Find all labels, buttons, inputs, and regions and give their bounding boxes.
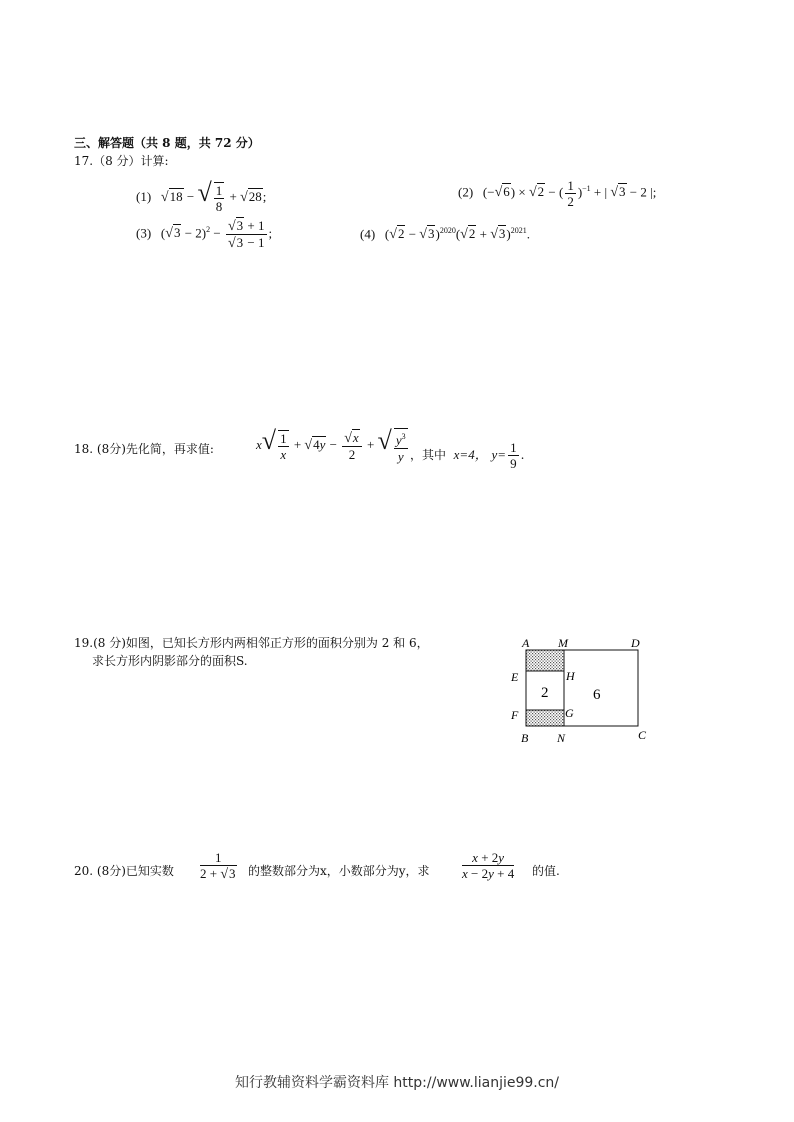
q17-header: 17.（8 分）计算: — [74, 154, 169, 168]
label-D: D — [631, 636, 640, 650]
q17-part1: (1) √18 − √ $\frac{1}{8}$ + √28; — [136, 178, 267, 215]
label-M: M — [558, 636, 568, 650]
q18-y-num: 1 — [510, 440, 517, 455]
q17-part3-label: (3) — [136, 225, 152, 241]
q18-y-prefix: y= — [491, 447, 507, 462]
q19-line2: 求长方形内阴影部分的面积S. — [92, 654, 248, 668]
section-title: 三、解答题（共 8 题，共 72 分） — [74, 136, 260, 150]
shaded-bottom — [526, 710, 564, 726]
q19-figure — [505, 632, 665, 750]
q17-exp1: 2020 — [439, 226, 456, 235]
q20-middle: 的整数部分为x，小数部分为y，求 — [248, 864, 430, 878]
area-large-label: 6 — [593, 687, 601, 703]
q18-expression: x√ $\frac{1}{x}$ + √4y − $\frac{√x}{2}$ + √ $\frac{y^3}{y}$ — [256, 426, 406, 464]
q17-part2: (2) (−√6) × √2 − ( $\frac{1}{2}$ )$^{-1}$ + | √3 − 2 |; — [458, 178, 657, 209]
q19-line1: 19.(8 分)如图，已知长方形内两相邻正方形的面积分别为 2 和 6， — [74, 636, 429, 650]
q17-part3-tail: ; — [268, 225, 273, 241]
q17-part1-label: (1) — [136, 189, 152, 204]
label-A: A — [522, 636, 530, 650]
q20-expression: $\frac{x + 2y}{x - 2y + 4}$ — [462, 850, 515, 881]
q17-part2-label: (2) — [458, 184, 474, 200]
label-E: E — [511, 670, 519, 684]
q17-part4-tail: . — [526, 226, 530, 242]
q17-part1-tail: ; — [262, 189, 267, 204]
q20-suffix: 的值. — [532, 864, 560, 878]
footer-watermark: 知行教辅资料学霸资料库 http://www.lianjie99.cn/ — [234, 1075, 560, 1091]
label-G: G — [565, 706, 574, 720]
shaded-top — [526, 650, 564, 671]
label-H: H — [566, 669, 575, 683]
q18-x-value: x=4， — [453, 447, 488, 462]
q17-exp2: 2021 — [510, 226, 527, 235]
q18-cond-prefix: ，其中 — [410, 448, 447, 462]
q18-y-den: 9 — [510, 456, 517, 471]
label-B: B — [521, 731, 529, 745]
q17-part2-tail: ; — [652, 184, 657, 200]
label-F: F — [511, 708, 519, 722]
q18-tail: . — [520, 448, 525, 462]
q17-part4-label: (4) — [360, 226, 376, 242]
q17-part4: (4) $(√2 - √3)^{2020}(√2 + √3)^{2021}$. — [360, 226, 530, 243]
q17-part3: (3) $(√3 - 2)^2$ − $\frac{√3 + 1}{√3 - 1}$ ; — [136, 218, 273, 251]
area-small-label: 2 — [541, 685, 549, 701]
q20-prefix: 20. (8分)已知实数 — [74, 864, 174, 878]
q18-condition — [410, 440, 524, 471]
q18-header: 18. (8分)先化简，再求值: — [74, 442, 214, 456]
label-N: N — [557, 731, 566, 745]
label-C: C — [638, 728, 647, 742]
q20-fraction: $\frac{1}{2 + √3}$ — [200, 850, 236, 882]
